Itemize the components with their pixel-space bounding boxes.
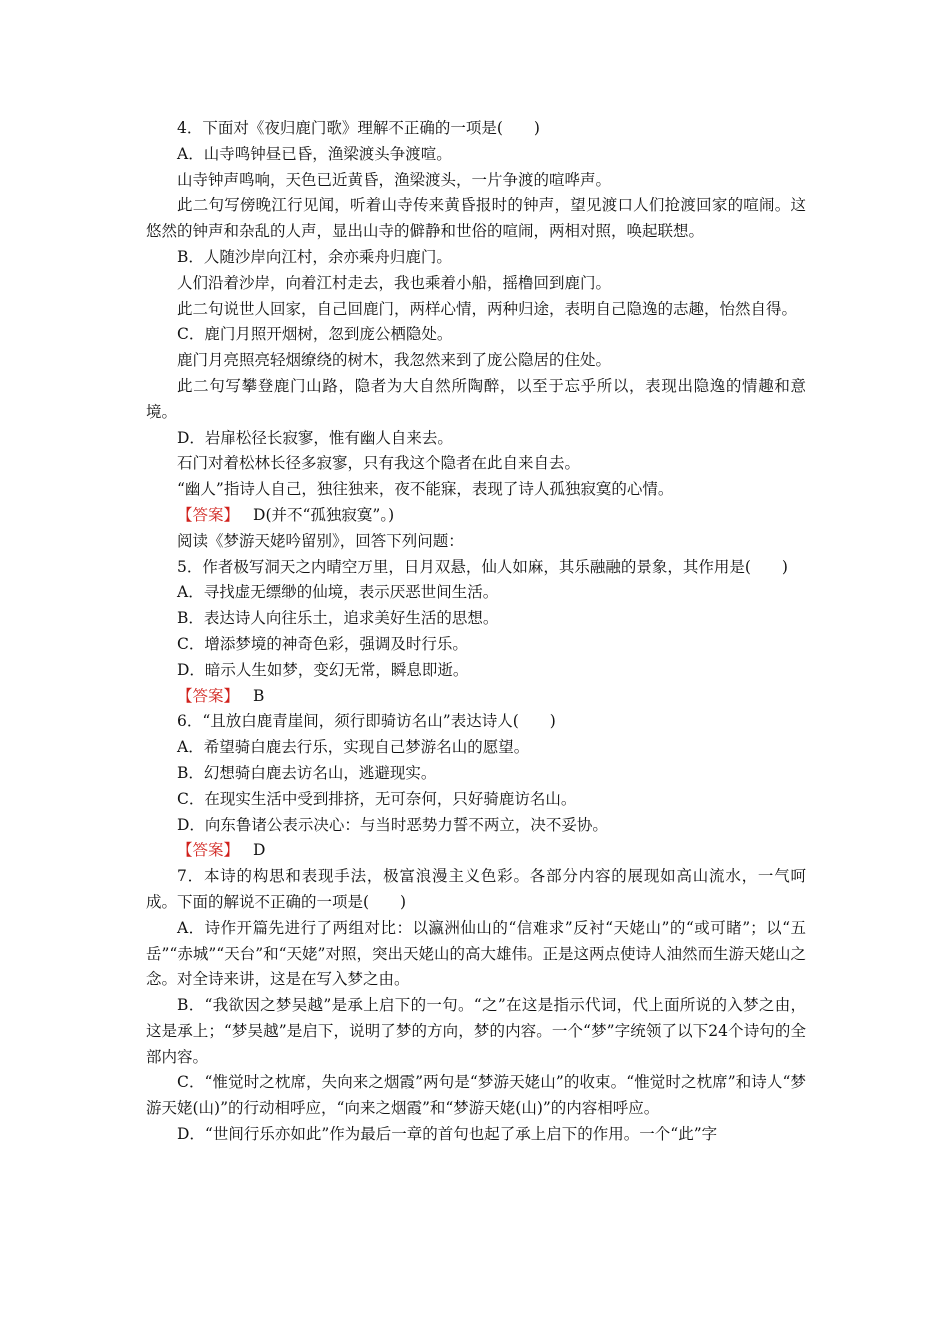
q7-option-d: D．“世间行乐亦如此”作为最后一章的首句也起了承上启下的作用。一个“此”字 — [177, 1125, 718, 1144]
document-page — [146, 116, 806, 1148]
q6-option-d: D．向东鲁诸公表示决心：与当时恶势力誓不两立，决不妥协。 — [177, 815, 608, 834]
q4-option-a-explanation: 此二句写傍晚江行见闻，听着山寺传来黄昏报时的钟声，望见渡口人们抢渡回家的喧闹。这悠然的钟声和杂乱的人声，显出山寺的僻静和世俗的喧闹，两相对照，唤起联想。 — [146, 196, 806, 241]
answer-label: 【答案】 — [177, 505, 240, 524]
q4-option-d: D．岩扉松径长寂寥，惟有幽人自来去。 — [177, 428, 453, 447]
answer-6-value: D — [253, 841, 266, 860]
q4-option-c: C．鹿门月照开烟树，忽到庞公栖隐处。 — [177, 325, 453, 344]
q4-option-b-translation: 人们沿着沙岸，向着江村走去，我也乘着小船，摇橹回到鹿门。 — [177, 273, 612, 292]
q7-option-b: B．“我欲因之梦吴越”是承上启下的一句。“之”在这是指示代词，代上面所说的入梦之由，这是承上；“梦吴越”是启下，说明了梦的方向，梦的内容。一个“梦”字统领了以下24个诗句的全部内容。 — [146, 996, 806, 1066]
q4-option-a: A．山寺鸣钟昼已昏，渔梁渡头争渡喧。 — [177, 144, 452, 163]
q5-option-b: B．表达诗人向往乐土，追求美好生活的思想。 — [177, 609, 499, 628]
q5-option-a: A．寻找虚无缥缈的仙境，表示厌恶世间生活。 — [177, 583, 499, 602]
q4-option-c-translation: 鹿门月亮照亮轻烟缭绕的树木，我忽然来到了庞公隐居的住处。 — [177, 351, 612, 370]
q4-option-d-translation: 石门对着松林长径多寂寥，只有我这个隐者在此自来自去。 — [177, 454, 581, 473]
q5-option-d: D．暗示人生如梦，变幻无常，瞬息即逝。 — [177, 660, 469, 679]
answer-label: 【答案】 — [177, 841, 240, 860]
q6-option-c: C．在现实生活中受到排挤，无可奈何，只好骑鹿访名山。 — [177, 789, 577, 808]
q7-option-a: A．诗作开篇先进行了两组对比：以瀛洲仙山的“信难求”反衬“天姥山”的“或可睹”；以“五岳”“赤城”“天台”和“天姥”对照，突出天姥山的高大雄伟。正是这两点使诗人油然而生游天姥山之念。对全诗来讲，这是在写入梦之由。 — [146, 918, 806, 989]
q4-option-b-explanation: 此二句说世人回家，自己回鹿门，两样心情，两种归途，表明自己隐逸的志趣，怡然自得。 — [177, 299, 798, 318]
question-7: 7．本诗的构思和表现手法，极富浪漫主义色彩。各部分内容的展现如高山流水，一气呵成。下面的解说不正确的一项是( ) — [146, 867, 806, 911]
q4-option-c-explanation: 此二句写攀登鹿门山路，隐者为大自然所陶醉，以至于忘乎所以，表现出隐逸的情趣和意境。 — [146, 376, 806, 421]
q4-option-b: B．人随沙岸向江村，余亦乘舟归鹿门。 — [177, 247, 452, 266]
answer-5-value: B — [253, 686, 265, 705]
question-5: 5．作者极写洞天之内晴空万里，日月双悬，仙人如麻，其乐融融的景象，其作用是( ) — [177, 557, 788, 576]
q6-option-b: B．幻想骑白鹿去访名山，逃避现实。 — [177, 763, 437, 782]
q4-option-a-translation: 山寺钟声鸣响，天色已近黄昏，渔梁渡头，一片争渡的喧哗声。 — [177, 170, 612, 189]
answer-label: 【答案】 — [177, 686, 240, 705]
q7-option-c: C．“惟觉时之枕席，失向来之烟霞”两句是“梦游天姥山”的收束。“惟觉时之枕席”和诗人“梦游天姥(山)”的行动相呼应，“向来之烟霞”和“梦游天姥(山)”的内容相呼应。 — [146, 1073, 806, 1118]
q4-option-d-explanation: “幽人”指诗人自己，独往独来，夜不能寐，表现了诗人孤独寂寞的心情。 — [177, 480, 674, 499]
answer-4-value: D(并不“孤独寂寞”。) — [253, 505, 395, 524]
q5-option-c: C．增添梦境的神奇色彩，强调及时行乐。 — [177, 634, 468, 653]
q6-option-a: A．希望骑白鹿去行乐，实现自己梦游名山的愿望。 — [177, 738, 530, 757]
question-4: 4．下面对《夜归鹿门歌》理解不正确的一项是( ) — [177, 119, 540, 137]
answer-6 — [146, 838, 806, 864]
reading-intro: 阅读《梦游天姥吟留别》，回答下列问题： — [177, 531, 464, 550]
question-6: 6．“且放白鹿青崖间，须行即骑访名山”表达诗人( ) — [177, 712, 556, 731]
answer-5 — [146, 684, 806, 710]
answer-4 — [146, 503, 806, 529]
